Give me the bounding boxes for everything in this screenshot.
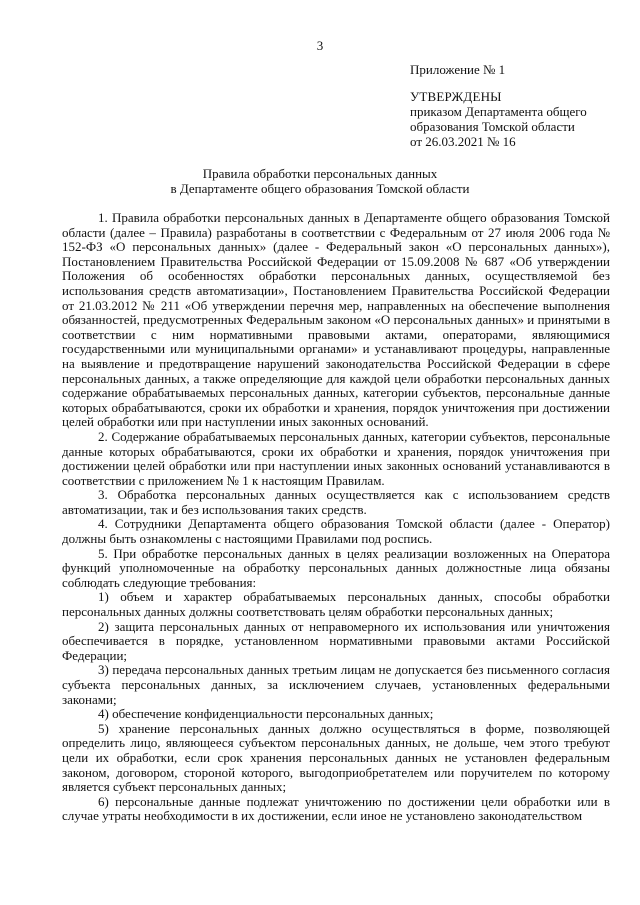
approval-order-line: приказом Департамента общего	[410, 104, 587, 119]
approval-date-line: от 26.03.2021 № 16	[410, 134, 516, 149]
list-item-5: 5) хранение персональных данных должно осуществляться в форме, позволяющей определить лицо, являющееся субъектом персональных данных, не дольше, чем этого требуют цели их обработки, если срок хранения персональных данных не установлен федеральным законом, договором, стороной которого, выгодоприобретателем или поручителем по которому является субъект персональных данных;	[62, 720, 610, 795]
list-item-2: 2) защита персональных данных от неправомерного их использования или уничтожения обеспечивается в порядке, установленном нормативными правовыми актами Российской Федерации;	[62, 618, 610, 663]
title-line: Правила обработки персональных данных	[202, 166, 438, 181]
paragraph-3: 3. Обработка персональных данных осуществляется как с использованием средств автоматизации, так и без использования таких средств.	[62, 487, 610, 517]
approval-block	[410, 62, 630, 149]
list-item-6: 6) персональные данные подлежат уничтожению по достижении цели обработки или в случае утраты необходимости в их достижении, если иное не установлено законодательством	[62, 793, 610, 824]
paragraph-5: 5. При обработке персональных данных в целях реализации возложенных на Оператора функций уполномоченные на обработку персональных данных должностные лица обязаны соблюдать следующие требования:	[62, 545, 610, 590]
title-line: в Департаменте общего образования Томской области	[170, 181, 470, 196]
paragraph-1: 1. Правила обработки персональных данных в Департаменте общего образования Томской области (далее – Правила) разработаны в соответствии с Федеральным от 27 июля 2006 года № 152-ФЗ «О персональных данных» (далее - Федеральный закон «О персональных данных»), Постановлением Правительства Российской Федерации от 15.09.2008 № 687 «Об утверждении Положения об особенностях обработки персональных данных, осуществляемой без использования средств автоматизации», Постановлением Правительства Российской Федерации от 21.03.2012 № 211 «Об утверждении перечня мер, направленных на обеспечение выполнения обязанностей, предусмотренных Федеральным законом «О персональных данных» и принятыми в соответствии с ним нормативными правовыми актами, операторами, являющимися государственными или муниципальными органами» и устанавливают процедуры, направленные на выявление и предотвращение нарушений законодательства Российской Федерации в сфере персональных данных, а также определяющие для каждой цели обработки персональных данных содержание обрабатываемых персональных данных, категории субъектов, персональные данные которых обрабатываются, сроки их обработки и хранения, порядок уничтожения при достижении целей обработки или при наступлении иных законных оснований.	[62, 210, 610, 430]
approved-heading: УТВЕРЖДЕНЫ	[410, 89, 502, 104]
document-body	[62, 211, 610, 824]
paragraph-2: 2. Содержание обрабатываемых персональных данных, категории субъектов, персональные данные которых обрабатываются, сроки их обработки и хранения, порядок уничтожения при достижении целей обработки или при наступлении иных законных оснований устанавливаются в соответствии с приложением № 1 к настоящим Правилам.	[62, 428, 610, 488]
annex-label: Приложение № 1	[410, 62, 506, 77]
list-item-3: 3) передача персональных данных третьим лицам не допускается без письменного согласия субъекта персональных данных, за исключением случаев, установленных федеральными законами;	[62, 662, 610, 707]
page-number: 3	[316, 38, 324, 53]
document-title	[0, 166, 640, 196]
approval-order-line: образования Томской области	[410, 119, 575, 134]
paragraph-4: 4. Сотрудники Департамента общего образования Томской области (далее - Оператор) должны быть ознакомлены с настоящими Правилами под роспись.	[62, 516, 610, 547]
list-item-1: 1) объем и характер обрабатываемых персональных данных, способы обработки персональных данных должны соответствовать целям обработки персональных данных;	[62, 589, 610, 620]
list-item-4: 4) обеспечение конфиденциальности персональных данных;	[98, 706, 434, 722]
